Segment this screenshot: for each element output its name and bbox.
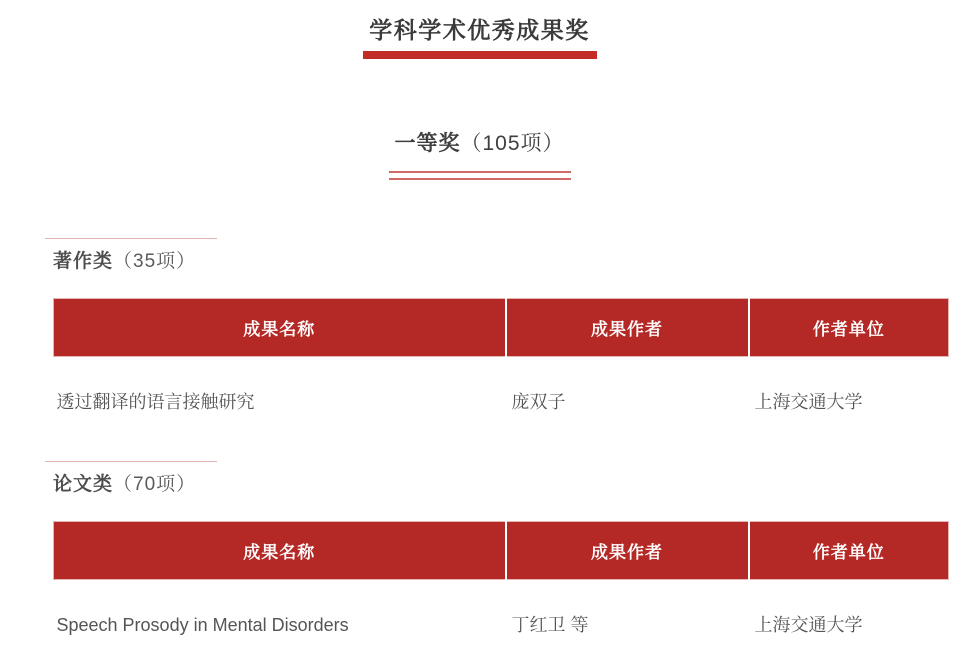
papers-author-affiliation-cell: 上海交通大学 <box>749 580 949 661</box>
papers-column-header-result-name: 成果名称 <box>54 522 506 580</box>
books-header-row <box>54 299 949 357</box>
section-papers <box>0 461 959 661</box>
section-books-label: 著作类 <box>53 251 114 272</box>
papers-header-row <box>54 522 949 580</box>
papers-table-header <box>54 522 949 580</box>
award-document-page <box>0 16 959 661</box>
books-column-header-result-author: 成果作者 <box>506 299 749 357</box>
section-books-divider <box>45 238 217 239</box>
award-level-heading <box>0 129 959 159</box>
award-level-count: （105项） <box>460 132 565 155</box>
section-papers-title <box>53 472 959 498</box>
books-table-header <box>54 299 949 357</box>
section-books-count: （35项） <box>113 251 197 272</box>
books-result-name-cell: 透过翻译的语言接触研究 <box>54 357 506 444</box>
books-awards-table <box>53 298 949 443</box>
papers-awards-table <box>53 521 949 661</box>
books-table-row <box>54 357 949 444</box>
title-underline-bar <box>363 51 597 59</box>
award-level-double-underline <box>389 171 571 180</box>
books-result-author-cell: 庞双子 <box>506 357 749 444</box>
papers-table-row <box>54 580 949 661</box>
section-papers-count: （70项） <box>113 474 197 495</box>
section-papers-divider <box>45 461 217 462</box>
papers-column-header-author-affiliation: 作者单位 <box>749 522 949 580</box>
books-column-header-author-affiliation: 作者单位 <box>749 299 949 357</box>
section-books <box>0 238 959 443</box>
section-papers-label: 论文类 <box>53 474 114 495</box>
papers-result-name-cell: Speech Prosody in Mental Disorders <box>54 580 506 661</box>
books-column-header-result-name: 成果名称 <box>54 299 506 357</box>
section-books-title <box>53 249 959 275</box>
award-level-name: 一等奖 <box>394 132 461 155</box>
books-author-affiliation-cell: 上海交通大学 <box>749 357 949 444</box>
papers-result-author-cell: 丁红卫 等 <box>506 580 749 661</box>
page-title: 学科学术优秀成果奖 <box>369 17 590 43</box>
papers-column-header-result-author: 成果作者 <box>506 522 749 580</box>
